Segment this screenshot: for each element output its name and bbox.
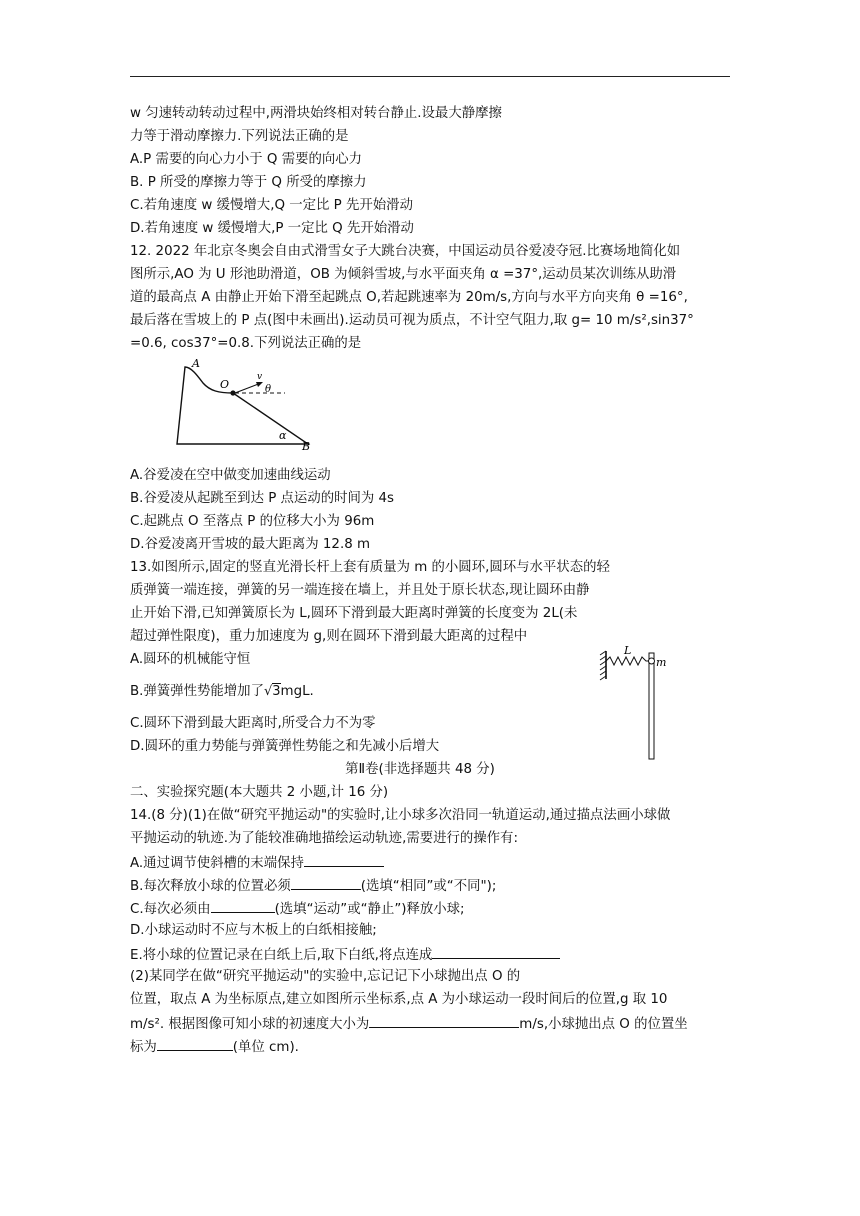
- q14-option-a-text: A.通过调节使斜槽的末端保持: [130, 856, 304, 871]
- wall-hatch: [600, 651, 606, 680]
- answer-blank[interactable]: [369, 1014, 519, 1028]
- q13-option-b: [130, 683, 314, 701]
- q14-option-b-hint: (选填“相同”或“不同");: [360, 879, 497, 894]
- sqrt-symbol: √3: [263, 684, 281, 699]
- q12-option-b: B.谷爱凌从起跳至到达 P 点运动的时间为 4s: [130, 491, 395, 506]
- q13-option-b-suffix: mgL.: [280, 684, 314, 699]
- q14-option-c: [130, 899, 465, 919]
- q12-stem-line: 道的最高点 A 由静止开始下滑至起跳点 O,若起跳速率为 20m/s,方向与水平方向夹角 θ =16°,: [130, 290, 688, 305]
- q11-option-c: C.若角速度 w 缓慢增大,Q 一定比 P 先开始滑动: [130, 198, 413, 213]
- q11-option-d: D.若角速度 w 缓慢增大,P 一定比 Q 先开始滑动: [130, 221, 414, 236]
- answer-blank[interactable]: [291, 876, 361, 890]
- q13-option-b-prefix: B.弹簧弹性势能增加了: [130, 684, 264, 699]
- q11-line: w 匀速转动转动过程中,两滑块始终相对转台静止.设最大静摩擦: [130, 106, 502, 121]
- q13-option-a: A.圆环的机械能守恒: [130, 652, 251, 667]
- label-v: v: [257, 372, 263, 382]
- q14-option-b-text: B.每次释放小球的位置必须: [130, 879, 291, 894]
- volume-title: [0, 761, 860, 779]
- q14-part2-line: [130, 1037, 299, 1057]
- q14-option-d: D.小球运动时不应与木板上的白纸相接触;: [130, 923, 377, 938]
- label-l: L: [624, 644, 632, 657]
- q13-option-d: D.圆环的重力势能与弹簧弹性势能之和先减小后增大: [130, 739, 440, 754]
- q14-option-c-hint: (选填“运动”或“静止”)释放小球;: [274, 902, 465, 917]
- label-m: m: [656, 656, 666, 669]
- ramp-outline: [177, 367, 308, 444]
- q14-stem-line: 14.(8 分)(1)在做“研究平抛运动"的实验时,让小球多次沿同一轨道运动,通过描点法画小球做: [130, 808, 671, 823]
- q12-stem-line: =0.6, cos37°=0.8.下列说法正确的是: [130, 336, 362, 351]
- sqrt-radicand: 3: [272, 684, 281, 699]
- q12-option-d: D.谷爱凌离开雪坡的最大距离为 12.8 m: [130, 537, 371, 552]
- point-o-dot: [230, 390, 235, 395]
- q13-stem-line: 超过弹性限度)，重力加速度为 g,则在圆环下滑到最大距离的过程中: [130, 629, 528, 644]
- q12-stem-line: 图所示,AO 为 U 形池助滑道，OB 为倾斜雪坡,与水平面夹角 α =37°,运动员某次训练从助滑: [130, 267, 677, 282]
- label-theta: θ: [265, 384, 272, 395]
- q14-part2-text: m/s,小球抛出点 O 的位置坐: [519, 1017, 688, 1032]
- q12-stem-line: 最后落在雪坡上的 P 点(图中未画出).运动员可视为质点，不计空气阻力,取 g= 10 m/s²,sin37°: [130, 313, 694, 328]
- answer-blank[interactable]: [211, 899, 275, 913]
- q12-option-a: A.谷爱凌在空中做变加速曲线运动: [130, 468, 331, 483]
- q14-option-b: [130, 876, 496, 896]
- q14-part2-line: (2)某同学在做“研究平抛运动"的实验中,忘记记下小球抛出点 O 的: [130, 969, 521, 984]
- q14-option-c-text: C.每次必须由: [130, 902, 211, 917]
- q13-stem-line: 质弹簧一端连接，弹簧的另一端连接在墙上，并且处于原长状态,现让圆环由静: [130, 583, 590, 598]
- answer-blank[interactable]: [432, 945, 560, 959]
- volume-title-text: 第Ⅱ卷(非选择题共 48 分): [345, 762, 495, 777]
- answer-blank[interactable]: [304, 853, 384, 867]
- q14-option-e-text: E.将小球的位置记录在白纸上后,取下白纸,将点连成: [130, 948, 433, 963]
- label-b: B: [302, 440, 311, 453]
- q13-stem-line: 13.如图所示,固定的竖直光滑长杆上套有质量为 m 的小圆环,圆环与水平状态的轻: [130, 560, 610, 575]
- q14-part2-text: (单位 cm).: [232, 1040, 299, 1055]
- q14-part2-line: [130, 1014, 688, 1034]
- section-heading: 二、实验探究题(本大题共 2 小题,计 16 分): [130, 785, 389, 800]
- q11-option-b: B. P 所受的摩擦力等于 Q 所受的摩擦力: [130, 175, 367, 190]
- header-rule: [130, 76, 730, 77]
- ski-slope-diagram: [165, 355, 325, 455]
- ring: [649, 658, 655, 664]
- q13-stem-line: 止开始下滑,已知弹簧原长为 L,圆环下滑到最大距离时弹簧的长度变为 2L(未: [130, 606, 578, 621]
- q11-option-a: A.P 需要的向心力小于 Q 需要的向心力: [130, 152, 363, 167]
- q11-line: 力等于滑动摩擦力.下列说法正确的是: [130, 129, 349, 144]
- q14-part2-line: 位置，取点 A 为坐标原点,建立如图所示坐标系,点 A 为小球运动一段时间后的位置,g 取 10: [130, 992, 668, 1007]
- spring-ring-diagram: [596, 641, 666, 771]
- q14-option-e: [130, 945, 560, 965]
- q14-option-a: [130, 853, 384, 873]
- vertical-rod: [649, 653, 654, 759]
- q12-stem-line: 12. 2022 年北京冬奥会自由式滑雪女子大跳台决赛，中国运动员谷爱凌夺冠.比赛场地简化如: [130, 244, 681, 259]
- velocity-arrowhead: [256, 382, 263, 387]
- q12-option-c: C.起跳点 O 至落点 P 的位移大小为 96m: [130, 514, 375, 529]
- q14-part2-text: m/s². 根据图像可知小球的初速度大小为: [130, 1017, 370, 1032]
- q13-option-c: C.圆环下滑到最大距离时,所受合力不为零: [130, 716, 376, 731]
- q14-stem-line: 平抛运动的轨迹.为了能较准确地描绘运动轨迹,需要进行的操作有:: [130, 831, 518, 846]
- q14-part2-text: 标为: [130, 1040, 157, 1055]
- answer-blank[interactable]: [157, 1037, 233, 1051]
- label-alpha: α: [279, 429, 287, 442]
- label-a: A: [192, 357, 200, 370]
- label-o: O: [220, 378, 230, 391]
- spring: [606, 657, 650, 665]
